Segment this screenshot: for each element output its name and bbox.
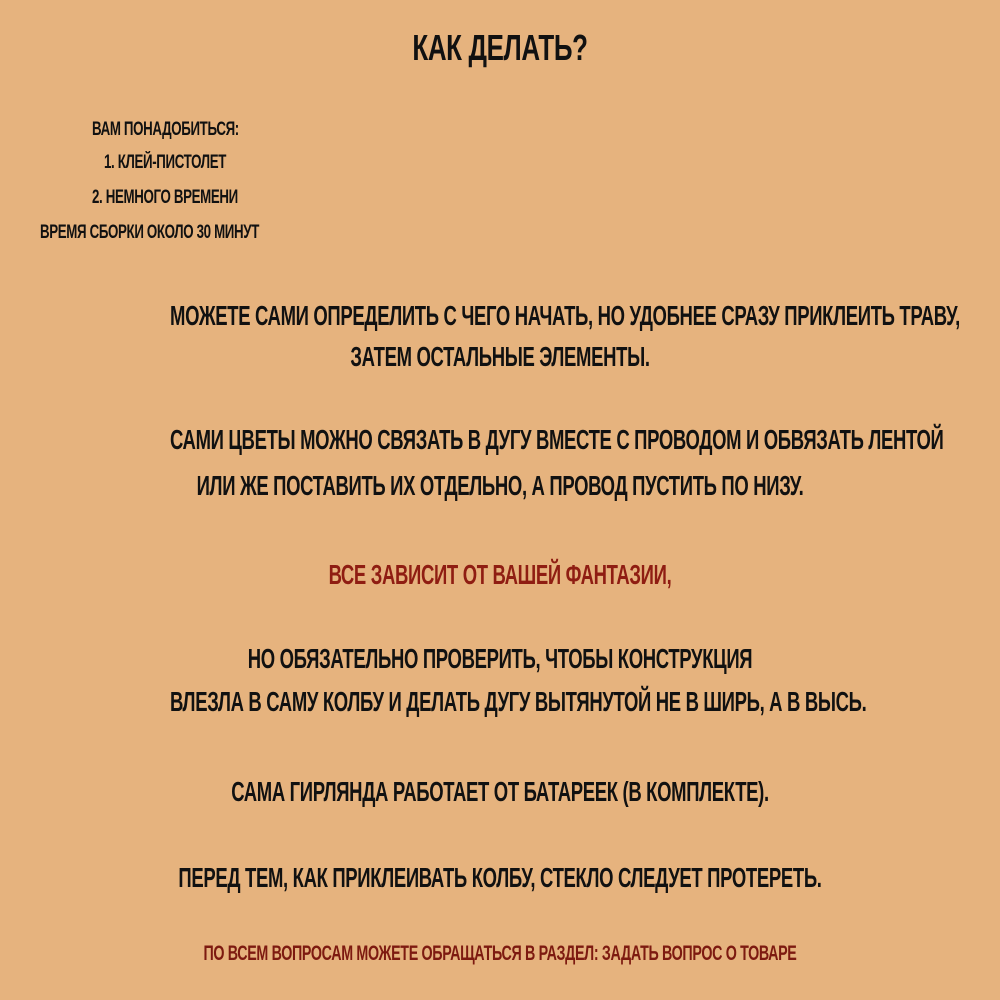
requirement-item-glue-gun: 1. КЛЕЙ-ПИСТОЛЕТ [104,152,227,173]
assembly-time: ВРЕМЯ СБОРКИ ОКОЛО 30 МИНУТ [40,222,259,243]
instruction-battery: САМА ГИРЛЯНДА РАБОТАЕТ ОТ БАТАРЕЕК (В КОМПЛЕКТЕ). [231,776,769,807]
footer-questions-note: ПО ВСЕМ ВОПРОСАМ МОЖЕТЕ ОБРАЩАТЬСЯ В РАЗДЕЛ: ЗАДАТЬ ВОПРОС О ТОВАРЕ [203,942,797,965]
instruction-start-line-1: МОЖЕТЕ САМИ ОПРЕДЕЛИТЬ С ЧЕГО НАЧАТЬ, НО УДОБНЕЕ СРАЗУ ПРИКЛЕИТЬ ТРАВУ, [170,300,960,331]
instruction-flowers-line-1: САМИ ЦВЕТЫ МОЖНО СВЯЗАТЬ В ДУГУ ВМЕСТЕ С ПРОВОДОМ И ОБВЯЗАТЬ ЛЕНТОЙ [170,424,944,455]
instruction-glass: ПЕРЕД ТЕМ, КАК ПРИКЛЕИВАТЬ КОЛБУ, СТЕКЛО СЛЕДУЕТ ПРОТЕРЕТЬ. [178,862,822,893]
instruction-flowers-line-2: ИЛИ ЖЕ ПОСТАВИТЬ ИХ ОТДЕЛЬНО, А ПРОВОД ПУСТИТЬ ПО НИЗУ. [196,470,804,501]
instruction-check-line-2: ВЛЕЗЛА В САМУ КОЛБУ И ДЕЛАТЬ ДУГУ ВЫТЯНУТОЙ НЕ В ШИРЬ, А В ВЫСЬ. [170,686,867,717]
requirement-item-time: 2. НЕМНОГО ВРЕМЕНИ [92,187,238,208]
accent-fantasy-note: ВСЕ ЗАВИСИТ ОТ ВАШЕЙ ФАНТАЗИИ, [328,559,672,590]
instruction-start-line-2: ЗАТЕМ ОСТАЛЬНЫЕ ЭЛЕМЕНТЫ. [350,341,650,372]
instruction-check-line-1: НО ОБЯЗАТЕЛЬНО ПРОВЕРИТЬ, ЧТОБЫ КОНСТРУКЦИЯ [247,643,753,674]
requirements-heading: ВАМ ПОНАДОБИТЬСЯ: [92,119,239,140]
page-title: КАК ДЕЛАТЬ? [412,27,588,68]
